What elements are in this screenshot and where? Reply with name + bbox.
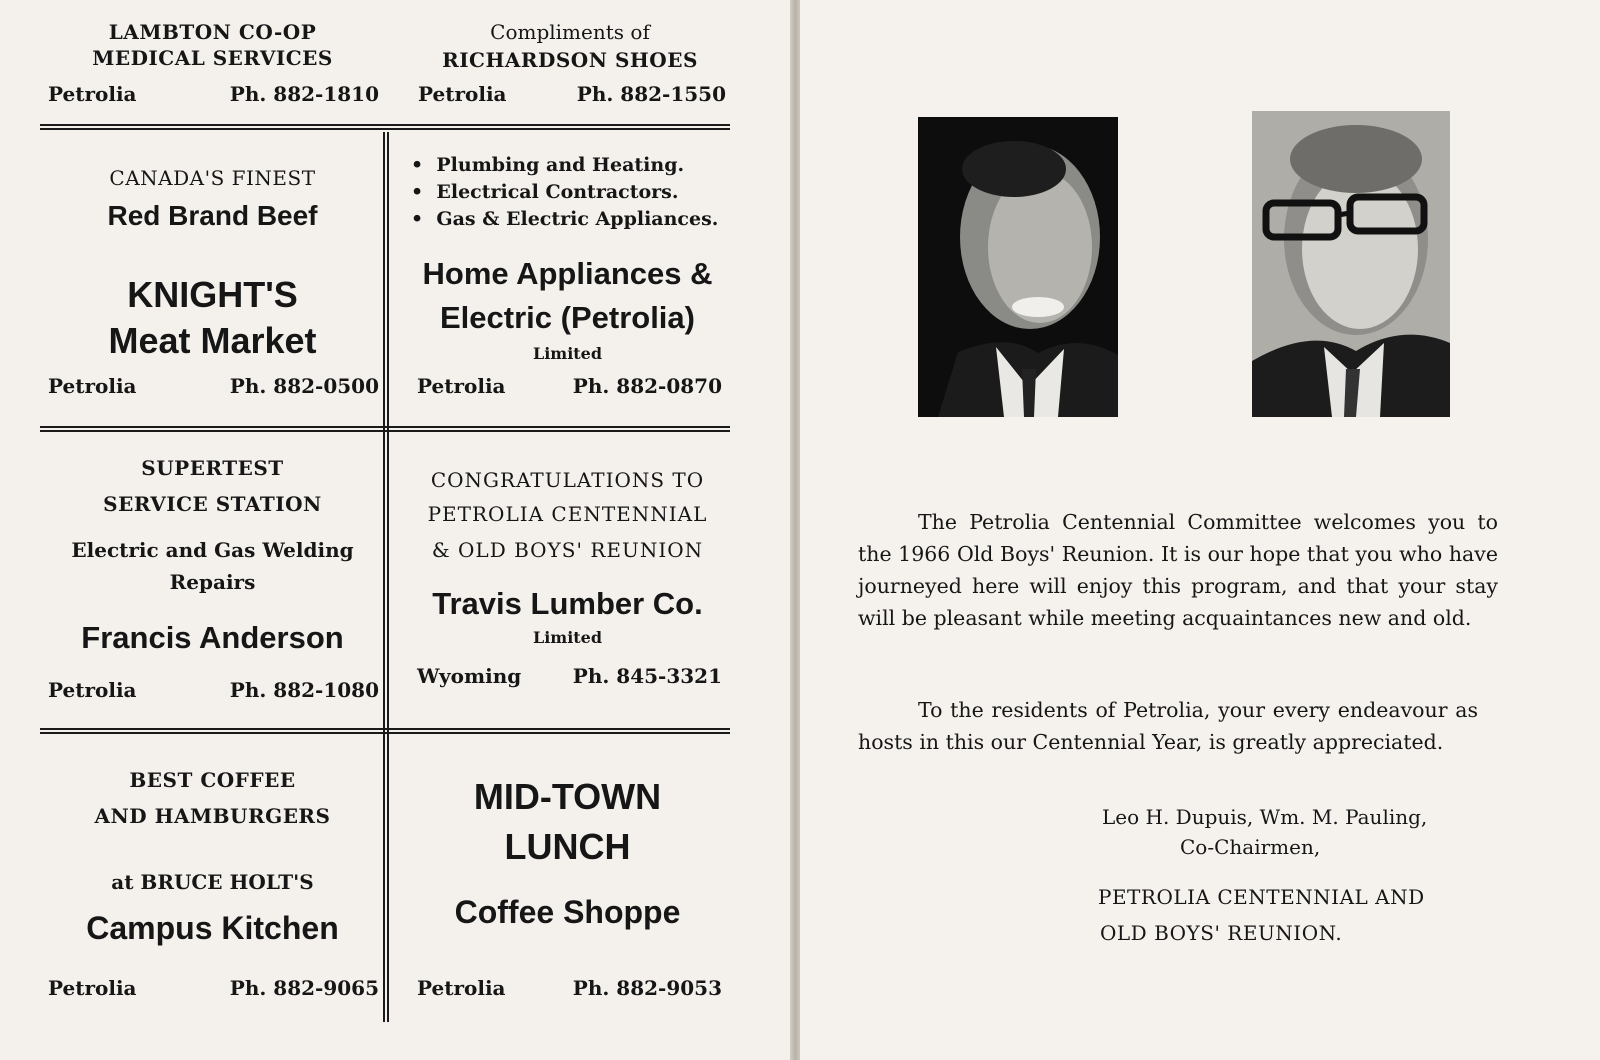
ad-phone: Ph. 882-0870 [572, 374, 722, 398]
ad-lambton-coop [40, 14, 385, 114]
ad-bullets [411, 152, 718, 233]
right-page [800, 0, 1600, 1060]
ad-phone: Ph. 882-9065 [229, 976, 379, 1000]
ad-bullet-item: • Plumbing and Heating. [411, 154, 685, 176]
ad-heading-line: PETROLIA CENTENNIAL [427, 502, 708, 526]
ad-name: MID-TOWN [473, 776, 662, 817]
ad-bullet-item: • Electrical Contractors. [411, 181, 679, 203]
portrait-image [1252, 111, 1450, 417]
ad-richardson-shoes [410, 14, 730, 114]
ad-phone: Ph. 882-1550 [576, 82, 726, 106]
ad-name: Campus Kitchen [86, 910, 339, 946]
divider-vertical [383, 132, 389, 1022]
signature-org: OLD BOYS' REUNION. [1100, 921, 1343, 945]
portrait-photo-right [1252, 111, 1450, 417]
ad-name: KNIGHT'S [127, 274, 298, 315]
ad-heading-line: & OLD BOYS' REUNION [431, 538, 704, 562]
signature-title: Co-Chairmen, [1180, 835, 1321, 859]
ad-name: RICHARDSON SHOES [442, 48, 698, 72]
ad-heading-line: SERVICE STATION [103, 492, 322, 516]
ad-heading-line: BEST COFFEE [129, 768, 296, 792]
ad-name: Travis Lumber Co. [432, 586, 703, 621]
ad-phone: Ph. 882-1080 [229, 678, 379, 702]
ad-heading-line: SUPERTEST [141, 456, 284, 480]
ad-phone: Ph. 882-1810 [229, 82, 379, 106]
ad-town: Petrolia [48, 374, 137, 398]
ad-knights-meat-market [40, 132, 385, 424]
ad-bullet-item: • Gas & Electric Appliances. [411, 208, 719, 230]
portrait-photo-left [918, 117, 1118, 417]
ad-phone: Ph. 845-3321 [572, 664, 722, 688]
ad-tagline: CANADA'S FINEST [109, 166, 316, 190]
ad-town: Petrolia [48, 976, 137, 1000]
ad-intro: at BRUCE HOLT'S [111, 870, 314, 894]
ad-service: Repairs [169, 570, 256, 594]
ad-mid-town-lunch [405, 736, 730, 1026]
ad-suffix: Limited [532, 344, 603, 363]
ad-supertest-service [40, 434, 385, 724]
ad-product: Red Brand Beef [107, 200, 318, 231]
divider-horizontal [40, 124, 730, 130]
ad-name: Electric (Petrolia) [440, 300, 695, 335]
ad-phone: Ph. 882-9053 [572, 976, 722, 1000]
ad-heading-line: LAMBTON CO-OP [108, 20, 317, 44]
ad-town: Wyoming [417, 664, 522, 688]
ad-phone: Ph. 882-0500 [229, 374, 379, 398]
ad-home-appliances [405, 132, 730, 424]
signature-org: PETROLIA CENTENNIAL AND [1098, 885, 1425, 909]
ad-heading-line: AND HAMBURGERS [94, 804, 331, 828]
ad-name: Meat Market [108, 320, 317, 361]
ad-travis-lumber [405, 434, 730, 724]
ad-campus-kitchen [40, 736, 385, 1026]
ad-town: Petrolia [417, 374, 506, 398]
ad-suffix: Limited [532, 628, 603, 647]
ad-heading-line: CONGRATULATIONS TO [430, 468, 705, 492]
ad-town: Petrolia [48, 82, 137, 106]
ad-service: Electric and Gas Welding [71, 538, 354, 562]
ad-town: Petrolia [418, 82, 507, 106]
ad-town: Petrolia [417, 976, 506, 1000]
residents-paragraph: To the residents of Petrolia, your every endeavour as hosts in this our Centennial Year, is greatly appreciated. [858, 698, 1478, 754]
ad-town: Petrolia [48, 678, 137, 702]
signature-names: Leo H. Dupuis, Wm. M. Pauling, [1102, 805, 1428, 829]
ad-name: Home Appliances & [422, 256, 713, 291]
portrait-image [918, 117, 1118, 417]
left-page [0, 0, 790, 1060]
ad-name: Francis Anderson [81, 620, 344, 655]
ad-name: Coffee Shoppe [454, 894, 681, 930]
ad-heading-line: MEDICAL SERVICES [92, 46, 333, 70]
welcome-paragraph: The Petrolia Centennial Committee welcomes you to the 1966 Old Boys' Reunion. It is our hope that you who have journeyed here will enjoy this program, and that your stay will be pleasant while meeting acquaintances new and old. [858, 510, 1498, 630]
ad-intro: Compliments of [490, 20, 650, 44]
ad-name: LUNCH [504, 826, 631, 867]
